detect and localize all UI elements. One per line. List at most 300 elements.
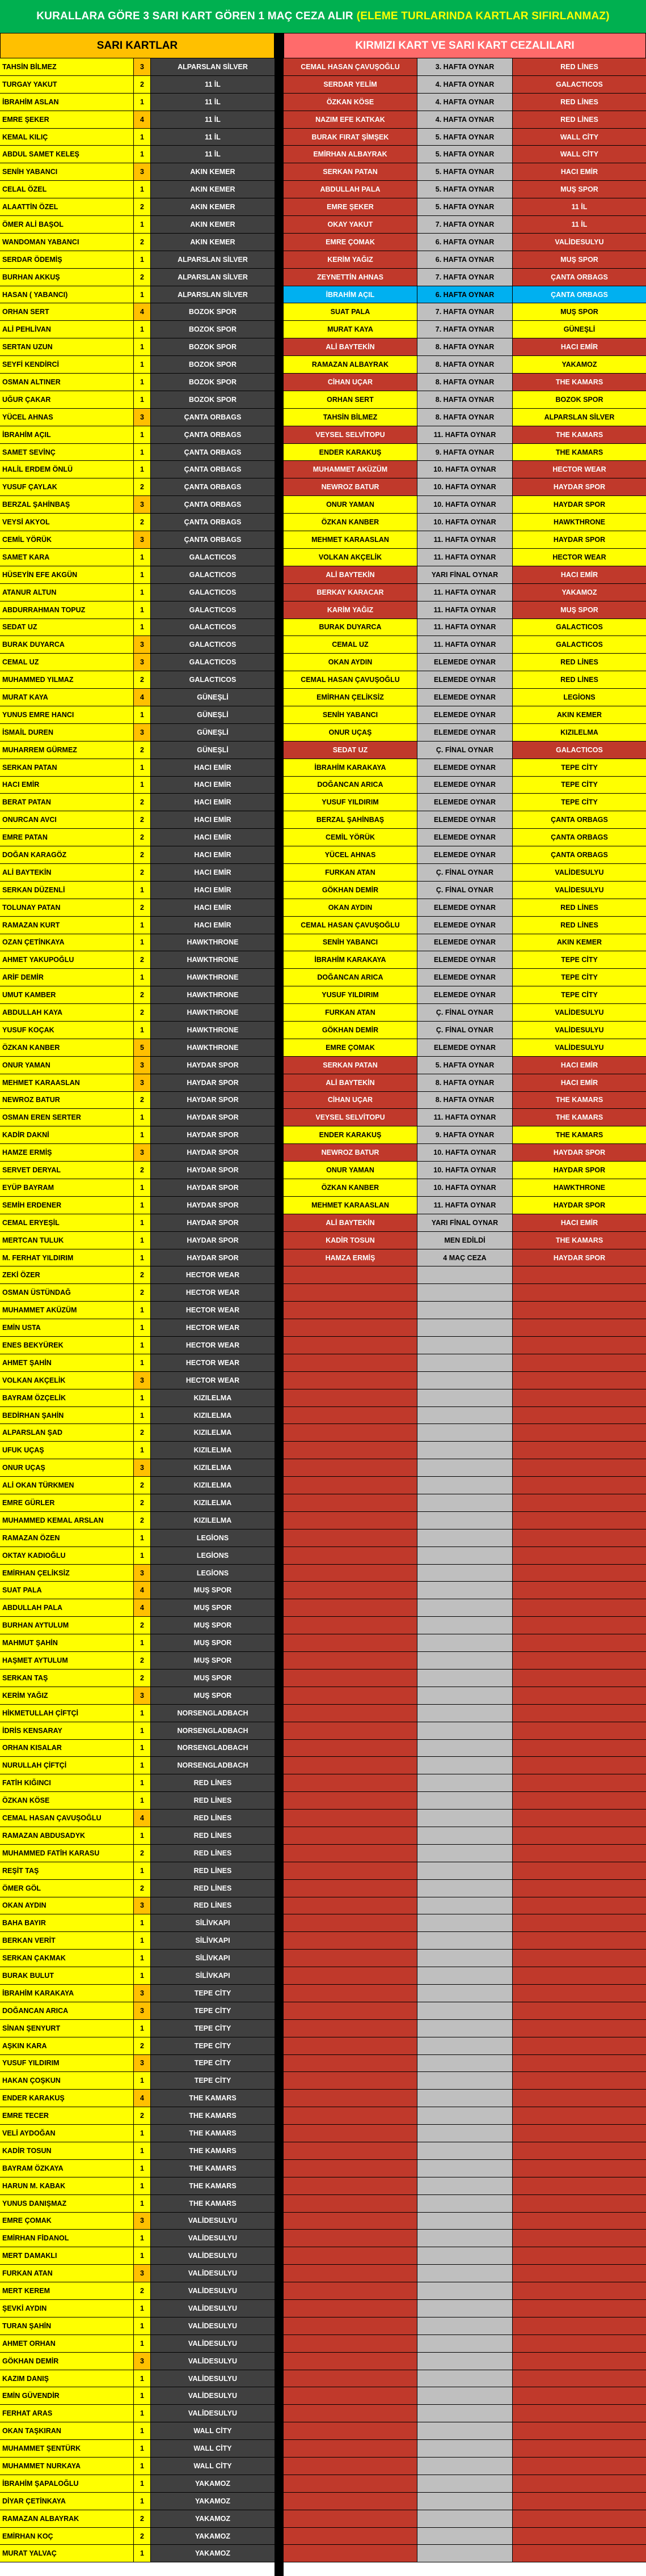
penalty-row-empty [284,1827,646,1845]
penalty-row-empty [284,2072,646,2090]
team-name: BOZOK SPOR [151,338,275,355]
team-name: HAYDAR SPOR [151,1144,275,1161]
yellow-card-row [0,1302,275,1319]
yellow-card-row [0,1827,275,1845]
yellow-card-count: 4 [134,303,151,320]
penalty-row [284,951,646,969]
penalty-row-empty [284,1547,646,1565]
penalized-player: SERKAN PATAN [284,1057,417,1074]
player-name: ALİ BAYTEKİN [0,864,134,881]
yellow-card-row [0,2405,275,2422]
penalty-row [284,303,646,321]
penalized-team: RED LİNES [513,917,646,934]
empty-cell [513,1599,646,1616]
penalized-player: OKAY YAKUT [284,216,417,233]
empty-cell [513,1319,646,1336]
team-name: WALL CİTY [151,2440,275,2457]
yellow-card-row [0,1687,275,1705]
player-name: BAYRAM ÖZÇELİK [0,1389,134,1406]
empty-cell [513,2125,646,2142]
penalized-team: HECTOR WEAR [513,461,646,478]
penalty-row [284,374,646,391]
player-name: ONURCAN AVCI [0,811,134,828]
empty-cell [513,1459,646,1476]
column-divider [275,33,284,2576]
penalty-row [284,846,646,864]
penalty-row [284,759,646,777]
yellow-card-row [0,934,275,952]
yellow-card-count: 1 [134,444,151,461]
team-name: GALACTICOS [151,671,275,688]
penalty-row [284,584,646,601]
yellow-card-count: 1 [134,1932,151,1949]
penalized-player: ENDER KARAKUŞ [284,444,417,461]
penalized-player: CİHAN UÇAR [284,374,417,391]
penalized-team: VALİDESULYU [513,882,646,899]
yellow-card-count: 1 [134,321,151,338]
penalty-row-empty [284,1337,646,1354]
yellow-card-count: 1 [134,917,151,934]
penalized-team: HACI EMİR [513,1074,646,1091]
penalized-team: THE KAMARS [513,1232,646,1249]
yellow-card-count: 2 [134,2282,151,2299]
empty-cell [513,1670,646,1687]
yellow-card-count: 3 [134,1565,151,1582]
team-name: GÜNEŞLİ [151,689,275,706]
yellow-card-row [0,1512,275,1530]
player-name: RAMAZAN ALBAYRAK [0,2510,134,2527]
team-name: LEGİONS [151,1565,275,1582]
yellow-card-row [0,1424,275,1442]
empty-cell [417,1477,513,1494]
penalized-player: SENİH YABANCI [284,706,417,723]
yellow-card-row [0,1862,275,1880]
player-name: AHMET ŞAHİN [0,1354,134,1371]
player-name: ABDURRAHMAN TOPUZ [0,601,134,618]
penalty-row-empty [284,1319,646,1337]
yellow-card-row [0,2387,275,2405]
yellow-card-count: 2 [134,269,151,286]
team-name: HAYDAR SPOR [151,1249,275,1266]
yellow-card-row [0,234,275,251]
team-name: HAWKTHRONE [151,951,275,968]
empty-cell [417,2387,513,2404]
penalty-status: ELEMEDE OYNAR [417,986,513,1003]
penalty-row [284,234,646,251]
yellow-card-row [0,111,275,129]
player-name: AHMET ORHAN [0,2335,134,2352]
player-name: RAMAZAN ÖZEN [0,1530,134,1547]
empty-cell [513,2037,646,2054]
yellow-card-row [0,846,275,864]
yellow-card-row [0,1372,275,1389]
team-name: NORSENGLADBACH [151,1740,275,1757]
yellow-card-row [0,1845,275,1862]
penalized-team: GALACTICOS [513,636,646,653]
player-name: ALPARSLAN ŞAD [0,1424,134,1441]
player-name: MUHAMMED KEMAL ARSLAN [0,1512,134,1529]
player-name: MURAT KAYA [0,689,134,706]
player-name: MURAT YALVAÇ [0,2545,134,2562]
player-name: YUSUF ÇAYLAK [0,478,134,495]
penalty-row-empty [284,2475,646,2493]
penalized-player: FURKAN ATAN [284,864,417,881]
penalty-row-empty [284,1442,646,1459]
penalized-player: İBRAHİM KARAKAYA [284,759,417,776]
penalty-row-empty [284,2545,646,2562]
player-name: ENDER KARAKUŞ [0,2090,134,2107]
penalty-status: 8. HAFTA OYNAR [417,409,513,426]
player-name: MUHARREM GÜRMEZ [0,742,134,759]
player-name: RAMAZAN KURT [0,917,134,934]
team-name: THE KAMARS [151,2142,275,2159]
empty-cell [513,2422,646,2439]
empty-cell [417,2055,513,2072]
yellow-card-count: 1 [134,2387,151,2404]
penalized-team: VALİDESULYU [513,1004,646,1021]
penalized-team: VALİDESULYU [513,1022,646,1039]
yellow-card-count: 1 [134,356,151,373]
player-name: ABDULLAH PALA [0,1599,134,1616]
team-name: SİLİVKAPI [151,1932,275,1949]
yellow-card-row [0,1740,275,1757]
penalty-row-empty [284,2405,646,2422]
yellow-card-row [0,2020,275,2037]
penalty-status: YARI FİNAL OYNAR [417,566,513,583]
empty-cell [513,1827,646,1844]
empty-cell [513,2230,646,2247]
yellow-card-row [0,2177,275,2195]
yellow-card-count: 2 [134,1266,151,1283]
empty-cell [513,2335,646,2352]
yellow-card-row [0,129,275,146]
penalty-status: 8. HAFTA OYNAR [417,356,513,373]
yellow-card-count: 2 [134,742,151,759]
yellow-card-count: 2 [134,1004,151,1021]
team-name: YAKAMOZ [151,2545,275,2562]
yellow-card-count: 1 [134,146,151,163]
penalized-player: NAZIM EFE KATKAK [284,111,417,128]
empty-cell [513,1565,646,1582]
player-name: M. FERHAT YILDIRIM [0,1249,134,1266]
empty-cell [417,2213,513,2230]
penalty-status: 5. HAFTA OYNAR [417,163,513,180]
yellow-card-count: 2 [134,2037,151,2054]
empty-cell [284,2125,417,2142]
penalized-player: EMRE ÇOMAK [284,234,417,251]
player-name: İBRAHİM AÇIL [0,426,134,443]
penalty-row-empty [284,2247,646,2265]
penalty-row-empty [284,2300,646,2317]
penalized-player: GÖKHAN DEMİR [284,882,417,899]
yellow-card-row [0,1057,275,1074]
penalized-team: VALİDESULYU [513,1039,646,1056]
penalty-status: YARI FİNAL OYNAR [417,1214,513,1231]
empty-cell [513,2528,646,2545]
penalty-row-empty [284,2528,646,2545]
empty-cell [513,1897,646,1914]
penalized-team: THE KAMARS [513,1126,646,1143]
empty-cell [284,1950,417,1967]
empty-cell [417,1985,513,2002]
team-name: VALİDESULYU [151,2353,275,2370]
penalty-status: 11. HAFTA OYNAR [417,1197,513,1214]
yellow-card-row [0,1109,275,1126]
empty-cell [417,2493,513,2510]
penalty-row [284,566,646,584]
yellow-card-row [0,2037,275,2055]
player-name: ABDULLAH KAYA [0,1004,134,1021]
penalty-row-empty [284,1512,646,1530]
yellow-card-row [0,2422,275,2440]
empty-cell [513,1687,646,1704]
empty-cell [513,1617,646,1634]
yellow-card-row [0,2002,275,2020]
penalty-row [284,409,646,426]
player-name: MEHMET KARAASLAN [0,1074,134,1091]
empty-cell [417,1389,513,1406]
yellow-card-count: 1 [134,2405,151,2422]
player-name: BERZAL ŞAHİNBAŞ [0,496,134,513]
empty-cell [284,2002,417,2019]
empty-cell [513,2020,646,2037]
yellow-card-row [0,1652,275,1670]
empty-cell [417,2107,513,2124]
team-name: RED LİNES [151,1827,275,1844]
yellow-card-row [0,1774,275,1792]
penalty-status: 10. HAFTA OYNAR [417,461,513,478]
penalized-team: RED LİNES [513,58,646,75]
penalized-player: CEMAL UZ [284,636,417,653]
yellow-card-row [0,1967,275,1985]
empty-cell [417,1319,513,1336]
yellow-card-count: 1 [134,1022,151,1039]
yellow-card-row [0,1179,275,1197]
player-name: REŞİT TAŞ [0,1862,134,1879]
yellow-card-row [0,1074,275,1092]
empty-cell [417,2528,513,2545]
empty-cell [284,1722,417,1739]
player-name: CELAL ÖZEL [0,181,134,198]
penalized-team: HECTOR WEAR [513,549,646,566]
player-name: KEMAL KILIÇ [0,129,134,146]
penalty-status: 5. HAFTA OYNAR [417,146,513,163]
penalty-row-empty [284,2493,646,2510]
penalized-player: ZEYNETTİN AHNAS [284,269,417,286]
penalty-status: 6. HAFTA OYNAR [417,251,513,268]
player-name: HACI EMİR [0,777,134,794]
yellow-card-row [0,1459,275,1477]
penalized-player: SUAT PALA [284,303,417,320]
team-name: YAKAMOZ [151,2493,275,2510]
penalty-row-empty [284,1565,646,1582]
penalized-player: EMİRHAN ÇELİKSİZ [284,689,417,706]
penalty-row [284,917,646,934]
yellow-card-count: 3 [134,1074,151,1091]
penalty-status: ELEMEDE OYNAR [417,811,513,828]
penalty-row-empty [284,1459,646,1477]
team-name: MUŞ SPOR [151,1687,275,1704]
penalty-status: 4 MAÇ CEZA [417,1249,513,1266]
player-name: ALAATTİN ÖZEL [0,198,134,215]
yellow-card-row [0,1266,275,1284]
team-name: HACI EMİR [151,794,275,811]
yellow-card-row [0,216,275,234]
penalty-status: ELEMEDE OYNAR [417,759,513,776]
yellow-card-row [0,1337,275,1354]
penalized-team: MUŞ SPOR [513,181,646,198]
team-name: RED LİNES [151,1845,275,1862]
yellow-card-row [0,1442,275,1459]
team-name: HAYDAR SPOR [151,1057,275,1074]
penalized-team: HACI EMİR [513,1214,646,1231]
penalty-row-empty [284,1530,646,1547]
team-name: VALİDESULYU [151,2230,275,2247]
team-name: KIZILELMA [151,1389,275,1406]
player-name: TURGAY YAKUT [0,76,134,93]
team-name: ALPARSLAN SİLVER [151,58,275,75]
penalty-row [284,1092,646,1109]
yellow-card-row [0,654,275,671]
empty-cell [513,2195,646,2212]
yellow-card-row [0,198,275,216]
player-name: EMİN GÜVENDİR [0,2387,134,2404]
empty-cell [284,1494,417,1511]
empty-cell [513,1634,646,1651]
team-name: ÇANTA ORBAGS [151,444,275,461]
empty-cell [417,1897,513,1914]
team-name: MUŞ SPOR [151,1582,275,1599]
yellow-card-row [0,2458,275,2475]
penalized-player: ORHAN SERT [284,391,417,408]
penalty-status: 11. HAFTA OYNAR [417,426,513,443]
penalty-row-empty [284,1599,646,1617]
penalty-row-empty [284,2195,646,2213]
player-name: HAMZE ERMİŞ [0,1144,134,1161]
yellow-card-count: 1 [134,2177,151,2194]
player-name: OZAN ÇETİNKAYA [0,934,134,951]
team-name: LEGİONS [151,1547,275,1564]
penalty-status: 10. HAFTA OYNAR [417,496,513,513]
team-name: VALİDESULYU [151,2370,275,2387]
yellow-card-row [0,1705,275,1722]
penalty-row-empty [284,1740,646,1757]
empty-cell [513,1512,646,1529]
player-name: İBRAHİM ŞAPALOĞLU [0,2475,134,2492]
player-name: TURAN ŞAHİN [0,2317,134,2334]
empty-cell [417,2160,513,2177]
yellow-card-count: 3 [134,409,151,426]
empty-cell [417,1880,513,1897]
empty-cell [417,1740,513,1757]
penalized-player: ALİ BAYTEKİN [284,338,417,355]
team-name: ÇANTA ORBAGS [151,426,275,443]
player-name: ONUR UÇAŞ [0,1459,134,1476]
team-name: HAYDAR SPOR [151,1126,275,1143]
player-name: SAMET SEVİNÇ [0,444,134,461]
yellow-card-count: 1 [134,1792,151,1809]
empty-cell [417,2195,513,2212]
yellow-card-count: 2 [134,1424,151,1441]
yellow-card-count: 1 [134,1232,151,1249]
penalized-player: DOĞANCAN ARICA [284,777,417,794]
team-name: ÇANTA ORBAGS [151,496,275,513]
penalized-team: ÇANTA ORBAGS [513,846,646,863]
team-name: MUŞ SPOR [151,1652,275,1669]
penalty-row [284,216,646,234]
empty-cell [417,1494,513,1511]
yellow-card-count: 1 [134,1967,151,1984]
empty-cell [284,1652,417,1669]
player-name: EMRE PATAN [0,829,134,846]
yellow-card-count: 3 [134,2265,151,2282]
team-name: RED LİNES [151,1810,275,1827]
yellow-card-row [0,1634,275,1652]
yellow-card-count: 3 [134,496,151,513]
yellow-card-count: 1 [134,549,151,566]
empty-cell [284,1442,417,1459]
penalized-team: 11 İL [513,216,646,233]
team-name: 11 İL [151,76,275,93]
team-name: HAWKTHRONE [151,986,275,1003]
penalized-player: FURKAN ATAN [284,1004,417,1021]
penalty-row-empty [284,2317,646,2335]
yellow-card-row [0,2370,275,2388]
player-name: UFUK UÇAŞ [0,1442,134,1459]
penalty-status: ELEMEDE OYNAR [417,951,513,968]
yellow-card-count: 1 [134,934,151,951]
empty-cell [417,2002,513,2019]
empty-cell [284,2072,417,2089]
player-name: RAMAZAN ABDUSADYK [0,1827,134,1844]
empty-cell [417,1617,513,1634]
yellow-card-row [0,671,275,689]
team-name: ÇANTA ORBAGS [151,514,275,531]
penalty-row-empty [284,2142,646,2160]
penalty-row [284,181,646,198]
empty-cell [513,1477,646,1494]
yellow-card-row [0,163,275,181]
penalty-row [284,426,646,444]
yellow-card-count: 3 [134,2055,151,2072]
team-name: YAKAMOZ [151,2475,275,2492]
empty-cell [513,2493,646,2510]
yellow-card-count: 3 [134,1687,151,1704]
yellow-card-row [0,2493,275,2510]
team-name: GALACTICOS [151,584,275,601]
empty-cell [513,2177,646,2194]
penalty-row-empty [284,1985,646,2002]
penalty-status: 10. HAFTA OYNAR [417,1179,513,1196]
yellow-card-row [0,2090,275,2107]
team-name: HACI EMİR [151,829,275,846]
penalty-row-empty [284,1810,646,1827]
yellow-card-count: 2 [134,2528,151,2545]
penalty-row-empty [284,1914,646,1932]
penalized-player: MUHAMMET AKÜZÜM [284,461,417,478]
yellow-card-row [0,1932,275,1950]
penalty-row-empty [284,1774,646,1792]
penalty-status: 8. HAFTA OYNAR [417,338,513,355]
empty-cell [284,1774,417,1791]
player-name: YUSUF YILDIRIM [0,2055,134,2072]
penalty-status: 10. HAFTA OYNAR [417,478,513,495]
empty-cell [417,1810,513,1827]
player-name: TAHSİN BİLMEZ [0,58,134,75]
empty-cell [417,2440,513,2457]
yellow-card-count: 3 [134,163,151,180]
empty-cell [417,2230,513,2247]
